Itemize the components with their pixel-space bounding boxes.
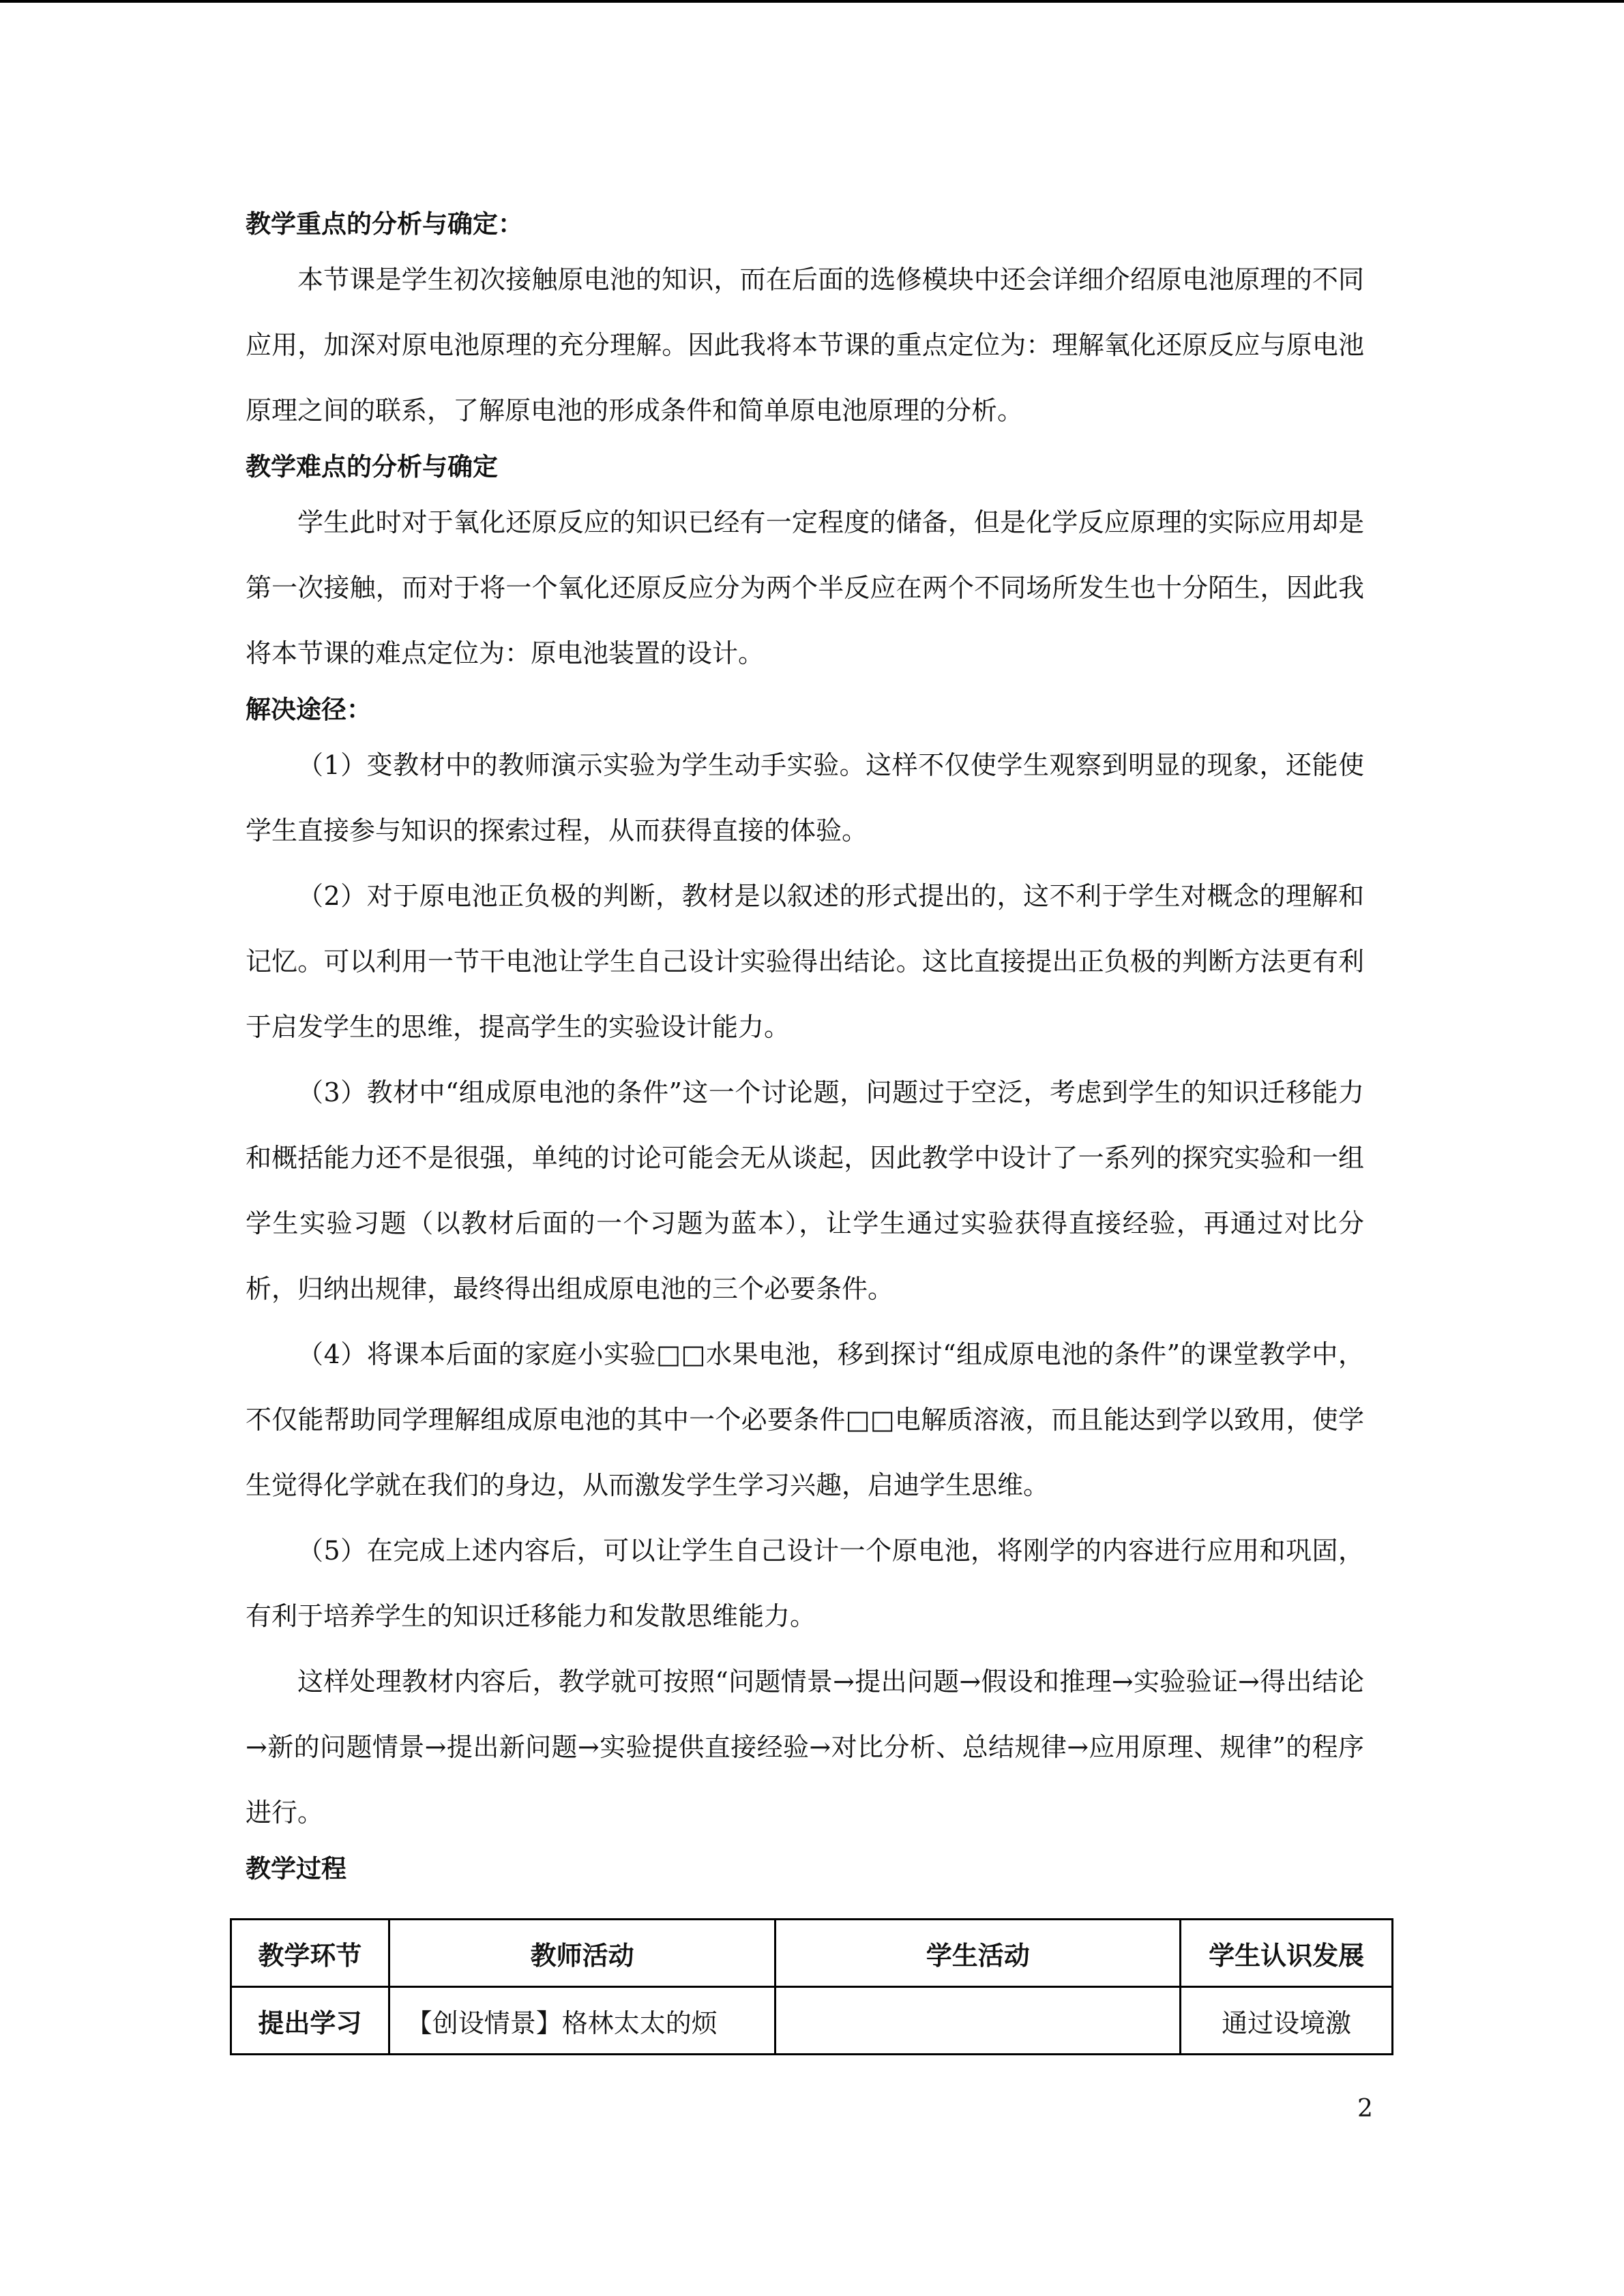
- solution-item-5: （5）在完成上述内容后，可以让学生自己设计一个原电池，将刚学的内容进行应用和巩固，有利于培养学生的知识迁移能力和发散思维能力。: [246, 1536, 1364, 1631]
- solution-item-1: （1）变教材中的教师演示实验为学生动手实验。这样不仅使学生观察到明显的现象，还能使学生直接参与知识的探索过程，从而获得直接的体验。: [246, 750, 1364, 846]
- section-heading-process: 教学过程: [246, 1853, 346, 1883]
- key-points-paragraph: 本节课是学生初次接触原电池的知识，而在后面的选修模块中还会详细介绍原电池原理的不同应用，加深对原电池原理的充分理解。因此我将本节课的重点定位为：理解氧化还原反应与原电池原理之间的联系，了解原电池的形成条件和简单原电池原理的分析。: [246, 265, 1364, 426]
- top-border-line: [0, 0, 1624, 3]
- document-body: [246, 203, 1364, 1892]
- teaching-process-table: [230, 1918, 1393, 2055]
- header-teacher-activity: 教师活动: [389, 1920, 776, 1987]
- cell-teacher-activity: 【创设情景】格林太太的烦: [389, 1987, 776, 2055]
- cell-teaching-stage: 提出学习: [231, 1987, 389, 2055]
- section-heading-difficulties: 教学难点的分析与确定: [246, 451, 498, 481]
- header-cognitive-development: 学生认识发展: [1181, 1920, 1393, 1987]
- difficulties-paragraph: 学生此时对于氧化还原反应的知识已经有一定程度的储备，但是化学反应原理的实际应用却是第一次接触，而对于将一个氧化还原反应分为两个半反应在两个不同场所发生也十分陌生，因此我将本节课的难点定位为：原电池装置的设计。: [246, 507, 1364, 668]
- table-row: [231, 1987, 1393, 2055]
- section-heading-key-points: 教学重点的分析与确定：: [246, 209, 523, 239]
- cell-cognitive-development: 通过设境激: [1181, 1987, 1393, 2055]
- solution-item-3: （3）教材中“组成原电池的条件”这一个讨论题，问题过于空泛，考虑到学生的知识迁移能力和概括能力还不是很强，单纯的讨论可能会无从谈起，因此教学中设计了一系列的探究实验和一组学生实验习题（以教材后面的一个习题为蓝本），让学生通过实验获得直接经验，再通过对比分析，归纳出规律，最终得出组成原电池的三个必要条件。: [246, 1077, 1364, 1304]
- solution-summary: 这样处理教材内容后，教学就可按照“问题情景→提出问题→假设和推理→实验验证→得出结论→新的问题情景→提出新问题→实验提供直接经验→对比分析、总结规律→应用原理、规律”的程序进行。: [246, 1667, 1364, 1828]
- page-number: 2: [1357, 2095, 1373, 2123]
- section-heading-solutions: 解决途径：: [246, 694, 372, 724]
- header-student-activity: 学生活动: [776, 1920, 1181, 1987]
- solution-item-2: （2）对于原电池正负极的判断，教材是以叙述的形式提出的，这不利于学生对概念的理解和记忆。可以利用一节干电池让学生自己设计实验得出结论。这比直接提出正负极的判断方法更有利于启发学生的思维，提高学生的实验设计能力。: [246, 881, 1364, 1042]
- table-header-row: [231, 1920, 1393, 1987]
- solution-item-4: （4）将课本后面的家庭小实验□□水果电池，移到探讨“组成原电池的条件”的课堂教学中，不仅能帮助同学理解组成原电池的其中一个必要条件□□电解质溶液，而且能达到学以致用，使学生觉得化学就在我们的身边，从而激发学生学习兴趣，启迪学生思维。: [246, 1339, 1364, 1500]
- cell-student-activity: [776, 1987, 1181, 2055]
- header-teaching-stage: 教学环节: [231, 1920, 389, 1987]
